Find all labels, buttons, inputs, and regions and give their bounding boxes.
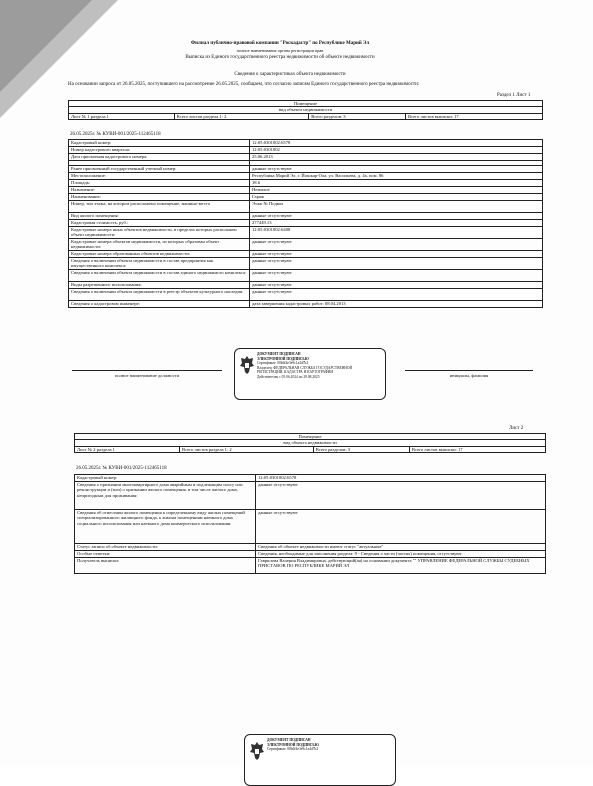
field-value: дата завершения кадастровых работ: 08.04.2013 bbox=[250, 301, 543, 308]
seal-line: Сертификат: 00b6f4e3e9c1a4d7b2 bbox=[267, 747, 319, 752]
meta-cell: Всего разделов: 3 bbox=[309, 113, 406, 119]
table-row bbox=[75, 551, 546, 558]
doc-number: 26.05.2025г. № КУВИ-001/2025-112465118 bbox=[76, 466, 167, 471]
org-title: Филиал публично-правовой компании "Роскадастр" по Республике Марий Эл bbox=[190, 41, 370, 46]
field-label: Площадь: bbox=[69, 180, 250, 187]
field-label: Виды разрешенного использования: bbox=[69, 282, 250, 289]
seal-line: ДОКУМЕНТ ПОДПИСАН bbox=[257, 352, 301, 356]
table-row bbox=[69, 187, 543, 194]
object-type-sub: вид объекта недвижимости bbox=[75, 440, 546, 446]
field-label: Сведения об отнесении жилого помещения к определенному виду жилых помещений специализированного жилищного фонда, к жилым помещениям наемного дома социального использования или наемного дома коммерческого использования: bbox=[75, 510, 256, 544]
field-value: данные отсутствуют bbox=[250, 239, 543, 251]
meta-cell: Всего листов раздела 1: 2 bbox=[174, 113, 309, 119]
table-row bbox=[69, 282, 543, 289]
table-row bbox=[69, 154, 543, 161]
field-value: 18.6 bbox=[250, 180, 543, 187]
table-row bbox=[69, 227, 543, 239]
sheet2-data-table bbox=[74, 474, 546, 574]
section-title: Сведения о характеристиках объекта недвижимости bbox=[234, 72, 346, 77]
field-label: Сведения о включении объекта недвижимости в состав предприятия как имущественного комплекса: bbox=[69, 258, 250, 270]
field-label: Сведения о признании многоквартирного дома аварийным и подлежащим сносу или реконструкции и (или) о признании жилого помещения, в том числе жилого дома, непригодным для проживания: bbox=[75, 482, 256, 510]
table-row bbox=[69, 201, 543, 213]
folded-corner-shadow bbox=[0, 0, 92, 92]
table-row bbox=[75, 510, 546, 544]
table-row bbox=[69, 194, 543, 201]
table-row bbox=[69, 173, 543, 180]
seal-line: РЕГИСТРАЦИИ, КАДАСТРА И КАРТОГРАФИИ bbox=[257, 370, 333, 375]
object-type: Помещение bbox=[75, 434, 546, 440]
field-label: Кадастровая стоимость, руб.: bbox=[69, 220, 250, 227]
field-value: 12:05:0301002:6578 bbox=[250, 140, 543, 147]
field-value: Нежилое bbox=[250, 187, 543, 194]
object-type-sub: вид объекта недвижимости bbox=[69, 107, 543, 113]
table-row bbox=[75, 482, 546, 510]
field-value: данные отсутствуют bbox=[250, 251, 543, 258]
field-value: 277449.13 bbox=[250, 220, 543, 227]
meta-cell: Всего листов выписки: 17 bbox=[409, 446, 545, 452]
field-value: 12:05:0301002:6408 bbox=[250, 227, 543, 239]
sig-name-label: инициалы, фамилия bbox=[449, 373, 489, 378]
table-row bbox=[75, 475, 546, 482]
field-label: Местоположение: bbox=[69, 173, 250, 180]
field-label: Вид жилого помещения: bbox=[69, 213, 250, 220]
extract-title: Выписка из Единого государственного реестра недвижимости об объекте недвижимости bbox=[185, 55, 375, 60]
meta-cell: Всего разделов: 3 bbox=[313, 446, 409, 452]
field-label: Кадастровые номера объектов недвижимости, из которых образован объект недвижимости: bbox=[69, 239, 250, 251]
doc-number: 26.05.2025г. № КУВИ-001/2025-112465118 bbox=[70, 132, 161, 137]
e-signature-stamp-2 bbox=[244, 734, 396, 786]
seal-line: Сертификат: 00b6f4e3e9c1a4d7b2 bbox=[257, 361, 309, 366]
field-label: Дата присвоения кадастрового номера: bbox=[69, 154, 250, 161]
table-row bbox=[69, 180, 543, 187]
meta-cell: Всего листов раздела 1: 2 bbox=[180, 446, 314, 452]
field-label: Кадастровые номера иных объектов недвижимости, в пределах которых расположен объект недвижимости: bbox=[69, 227, 250, 239]
meta-cell: Лист № 1 раздела 1 bbox=[69, 113, 175, 119]
sheet2-list-label: Лист 2 bbox=[509, 426, 524, 431]
sig-position-label: полное наименование должности bbox=[115, 373, 179, 378]
table-row bbox=[69, 166, 543, 173]
field-value: данные отсутствуют bbox=[250, 270, 543, 282]
table-row bbox=[69, 239, 543, 251]
table-row bbox=[75, 558, 546, 574]
emblem-icon bbox=[239, 355, 255, 375]
field-value: данные отсутствуют bbox=[256, 482, 546, 510]
meta-cell: Лист № 2 раздела 1 bbox=[75, 446, 180, 452]
field-value: данные отсутствуют bbox=[250, 282, 543, 289]
table-row bbox=[69, 147, 543, 154]
field-label: Ранее присвоенный государственный учетный номер: bbox=[69, 166, 250, 173]
object-type: Помещение bbox=[69, 101, 543, 107]
field-value: 12:05:0301002:6578 bbox=[256, 475, 546, 482]
seal-line: ЭЛЕКТРОННОЙ ПОДПИСЬЮ bbox=[267, 742, 319, 747]
razdel-label: Раздел 1 Лист 1 bbox=[497, 93, 531, 98]
field-label: Статус записи об объекте недвижимости: bbox=[75, 544, 256, 551]
field-label: Особые отметки: bbox=[75, 551, 256, 558]
field-label: Кадастровый номер: bbox=[75, 475, 256, 482]
seal-text bbox=[267, 738, 319, 752]
emblem-icon bbox=[249, 741, 265, 761]
sheet1-data-table bbox=[68, 139, 543, 308]
seal-line: ЭЛЕКТРОННОЙ ПОДПИСЬЮ bbox=[257, 356, 309, 361]
seal-text bbox=[257, 352, 352, 380]
meta-cell: Всего листов выписки: 17 bbox=[406, 113, 543, 119]
table-row bbox=[75, 544, 546, 551]
table-row bbox=[69, 220, 543, 227]
field-value: данные отсутствуют bbox=[250, 258, 543, 270]
field-value: 12:05:0301002 bbox=[250, 147, 543, 154]
field-label: Назначение: bbox=[69, 187, 250, 194]
field-value: 25.06.2013 bbox=[250, 154, 543, 161]
field-label: Кадастровые номера образованных объектов недвижимости: bbox=[69, 251, 250, 258]
field-value: Республика Марий Эл, г. Йошкар-Ола, ул. Васильева, д. 4а, пом. 86 bbox=[250, 173, 543, 180]
field-value: данные отсутствуют bbox=[250, 213, 543, 220]
field-value: данные отсутствуют bbox=[250, 289, 543, 301]
seal-line: Действителен с 05.06.2024 по 29.08.2025 bbox=[257, 374, 320, 379]
field-value: Сведения, необходимые для заполнения раздела: 9 - Сведения о части (частях) помещения, отсутствуют. bbox=[256, 551, 546, 558]
table-row bbox=[69, 301, 543, 308]
seal-line: Владелец: ФЕДЕРАЛЬНАЯ СЛУЖБА ГОСУДАРСТВЕННОЙ bbox=[257, 365, 353, 370]
table-row bbox=[69, 270, 543, 282]
field-value: данные отсутствуют bbox=[256, 510, 546, 544]
table-row bbox=[69, 289, 543, 301]
field-value: Гаврилова Валерия Владимировна, действующий(ая) на основании документа "" УПРАВЛЕНИЕ ФЕДЕРАЛЬНОЙ СЛУЖБЫ СУДЕБНЫХ ПРИСТАВОВ ПО РЕСПУБЛИКЕ МАРИЙ ЭЛ bbox=[256, 558, 546, 574]
seal-line: ДОКУМЕНТ ПОДПИСАН bbox=[267, 738, 311, 742]
field-value: Сведения об объекте недвижимости имеют статус "актуальные" bbox=[256, 544, 546, 551]
field-label: Сведения о включении объекта недвижимости в состав единого недвижимого комплекса: bbox=[69, 270, 250, 282]
field-label: Сведения о включении объекта недвижимости в реестр объектов культурного наследия: bbox=[69, 289, 250, 301]
field-value: Гараж bbox=[250, 194, 543, 201]
table-row bbox=[69, 251, 543, 258]
table-row bbox=[69, 213, 543, 220]
sheet1-header-table bbox=[68, 100, 543, 120]
org-subtitle: полное наименование органа регистрации прав bbox=[236, 48, 324, 53]
field-label: Номер кадастрового квартала: bbox=[69, 147, 250, 154]
intro-text: На основании запроса от 26.05.2025, поступившего на рассмотрение 26.05.2025, сообщаем, что согласно записям Единого государственного реестра недвижимости: bbox=[68, 82, 420, 87]
e-signature-stamp bbox=[234, 348, 386, 400]
sheet2-header-table bbox=[74, 433, 546, 453]
table-row bbox=[69, 258, 543, 270]
field-label: Кадастровый номер: bbox=[69, 140, 250, 147]
field-label: Получатель выписки: bbox=[75, 558, 256, 574]
field-label: Номер, тип этажа, на котором расположено помещение, машино-место bbox=[69, 201, 250, 213]
field-value: Этаж № Подвал bbox=[250, 201, 543, 213]
field-label: Наименование: bbox=[69, 194, 250, 201]
field-label: Сведения о кадастровом инженере: bbox=[69, 301, 250, 308]
table-row bbox=[69, 140, 543, 147]
field-value: данные отсутствуют bbox=[250, 166, 543, 173]
